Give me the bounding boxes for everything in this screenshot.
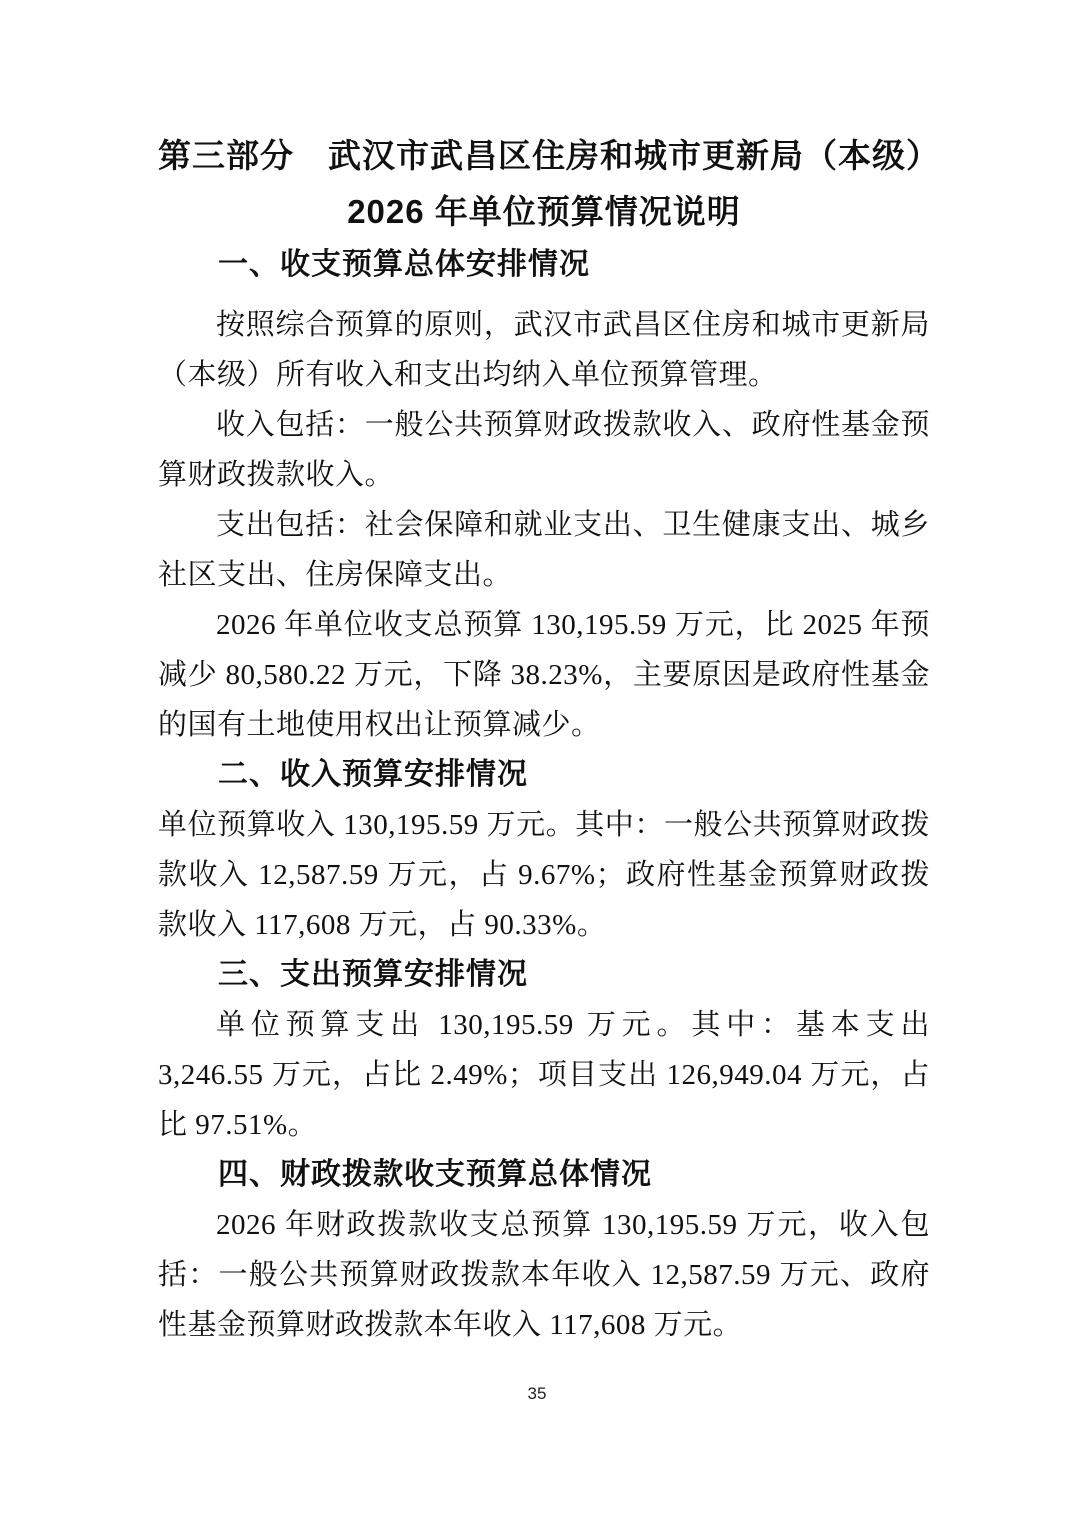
paragraph: 支出包括：社会保障和就业支出、卫生健康支出、城乡社区支出、住房保障支出。 bbox=[158, 509, 930, 591]
section-income-expenditure-overall bbox=[158, 240, 930, 750]
section-expenditure-budget bbox=[158, 950, 930, 1150]
paragraph: 2026 年单位收支总预算 130,195.59 万元，比 2025 年预减少 80,580.22 万元，下降 38.23%，主要原因是政府性基金的国有土地使用权出让预算减少。 bbox=[158, 609, 930, 741]
section-2-paragraphs bbox=[158, 800, 930, 950]
document-subtitle: 2026 年单位预算情况说明 bbox=[347, 193, 741, 230]
section-3-paragraphs bbox=[158, 1000, 930, 1150]
section-heading-4: 四、财政拨款收支预算总体情况 bbox=[218, 1158, 652, 1191]
section-4-paragraphs bbox=[158, 1200, 930, 1350]
page-number: 35 bbox=[527, 1384, 547, 1403]
section-heading-2: 二、收入预算安排情况 bbox=[218, 758, 528, 791]
section-heading-3: 三、支出预算安排情况 bbox=[218, 958, 528, 991]
section-1-paragraphs bbox=[158, 300, 930, 750]
document-title: 第三部分 武汉市武昌区住房和城市更新局（本级） bbox=[158, 137, 940, 174]
section-heading-1: 一、收支预算总体安排情况 bbox=[218, 248, 590, 281]
paragraph: 收入包括：一般公共预算财政拨款收入、政府性基金预算财政拨款收入。 bbox=[158, 409, 930, 491]
paragraph: 单位预算收入 130,195.59 万元。其中：一般公共预算财政拨款收入 12,587.59 万元，占 9.67%；政府性基金预算财政拨款收入 117,608 万元，占 90.33%。 bbox=[158, 809, 930, 941]
paragraph: 2026 年财政拨款收支总预算 130,195.59 万元，收入包括：一般公共预算财政拨款本年收入 12,587.59 万元、政府性基金预算财政拨款本年收入 117,608 万元。 bbox=[158, 1209, 930, 1341]
paragraph: 单位预算支出 130,195.59 万元。其中：基本支出 3,246.55 万元，占比 2.49%；项目支出 126,949.04 万元，占比 97.51%。 bbox=[158, 1009, 930, 1141]
section-income-budget bbox=[158, 750, 930, 950]
document-content bbox=[158, 128, 940, 1350]
section-fiscal-appropriation-overall bbox=[158, 1150, 930, 1350]
paragraph: 按照综合预算的原则，武汉市武昌区住房和城市更新局（本级）所有收入和支出均纳入单位预算管理。 bbox=[158, 309, 930, 391]
